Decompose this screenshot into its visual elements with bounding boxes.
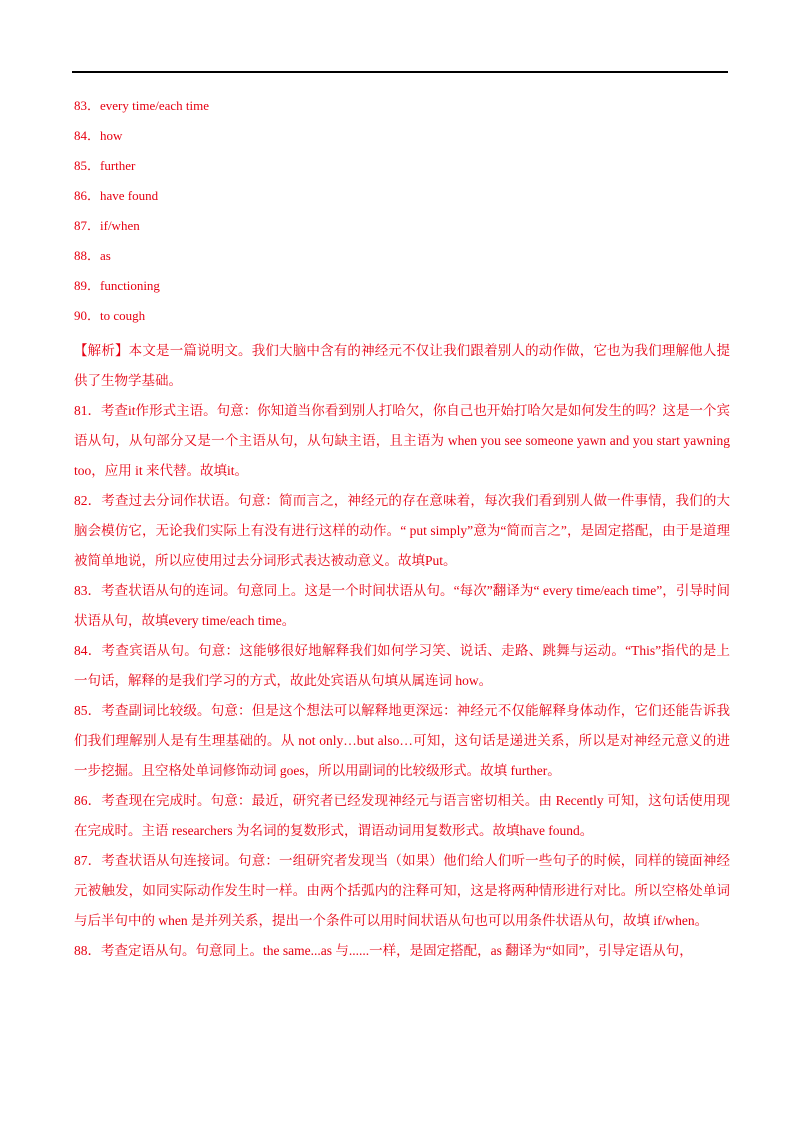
explanation-83: 83．考查状语从句的连词。句意同上。这是一个时间状语从句。“每次”翻译为“ every time/each time”，引导时间状语从句，故填every time/each time。 xyxy=(74,583,730,628)
explanation-87: 87．考查状语从句连接词。句意：一组研究者发现当（如果）他们给人们听一些句子的时候，同样的镜面神经元被触发，如同实际动作发生时一样。由两个括弧内的注释可知，这是将两种情形进行对比。所以空格处单词与后半句中的 when 是并列关系，提出一个条件可以用时间状语从句也可以用条件状语从句，故填 if/when。 xyxy=(74,853,730,928)
answer-item: 88．as xyxy=(74,248,111,263)
answer-item: 90．to cough xyxy=(74,308,146,323)
explanation-82: 82．考查过去分词作状语。句意：简而言之，神经元的存在意味着，每次我们看到别人做一件事情，我们的大脑会模仿它，无论我们实际上有没有进行这样的动作。“ put simply”意为“简而言之”，是固定搭配，由于是道理被简单地说，所以应使用过去分词形式表达被动意义。故填Put。 xyxy=(74,493,730,568)
analysis-section xyxy=(74,336,730,966)
explanation-86: 86．考查现在完成时。句意：最近，研究者已经发现神经元与语言密切相关。由 Recently 可知，这句话使用现在完成时。主语 researchers 为名词的复数形式，谓语动词用复数形式。故填have found。 xyxy=(74,793,730,838)
answer-item: 83．every time/each time xyxy=(74,98,210,113)
answer-item: 89．functioning xyxy=(74,278,160,293)
answer-item: 85．further xyxy=(74,158,136,173)
explanation-84: 84．考查宾语从句。句意：这能够很好地解释我们如何学习笑、说话、走路、跳舞与运动。“This”指代的是上一句话，解释的是我们学习的方式，故此处宾语从句填从属连词 how。 xyxy=(74,643,730,688)
header-rule xyxy=(72,71,728,73)
answer-list xyxy=(74,96,734,336)
analysis-intro: 【解析】本文是一篇说明文。我们大脑中含有的神经元不仅让我们跟着别人的动作做，它也为我们理解他人提供了生物学基础。 xyxy=(74,343,730,388)
explanation-85: 85．考查副词比较级。句意：但是这个想法可以解释地更深远：神经元不仅能解释身体动作，它们还能告诉我们我们理解别人是有生理基础的。从 not only…but also…可知，这句话是递进关系，所以是对神经元意义的进一步挖掘。且空格处单词修饰动词 goes，所以用副词的比较级形式。故填 further。 xyxy=(74,703,730,778)
answer-item: 84．how xyxy=(74,128,123,143)
answer-item: 86．have found xyxy=(74,188,159,203)
explanation-88: 88．考查定语从句。句意同上。the same...as 与......一样，是固定搭配，as 翻译为“如同”，引导定语从句， xyxy=(74,943,693,958)
explanation-81: 81．考查it作形式主语。句意：你知道当你看到别人打哈欠，你自己也开始打哈欠是如何发生的吗？这是一个宾语从句，从句部分又是一个主语从句，从句缺主语，且主语为 when you see someone yawn and you start yawning too，应用 it 来代替。故填it。 xyxy=(74,403,730,478)
answer-item: 87．if/when xyxy=(74,218,140,233)
